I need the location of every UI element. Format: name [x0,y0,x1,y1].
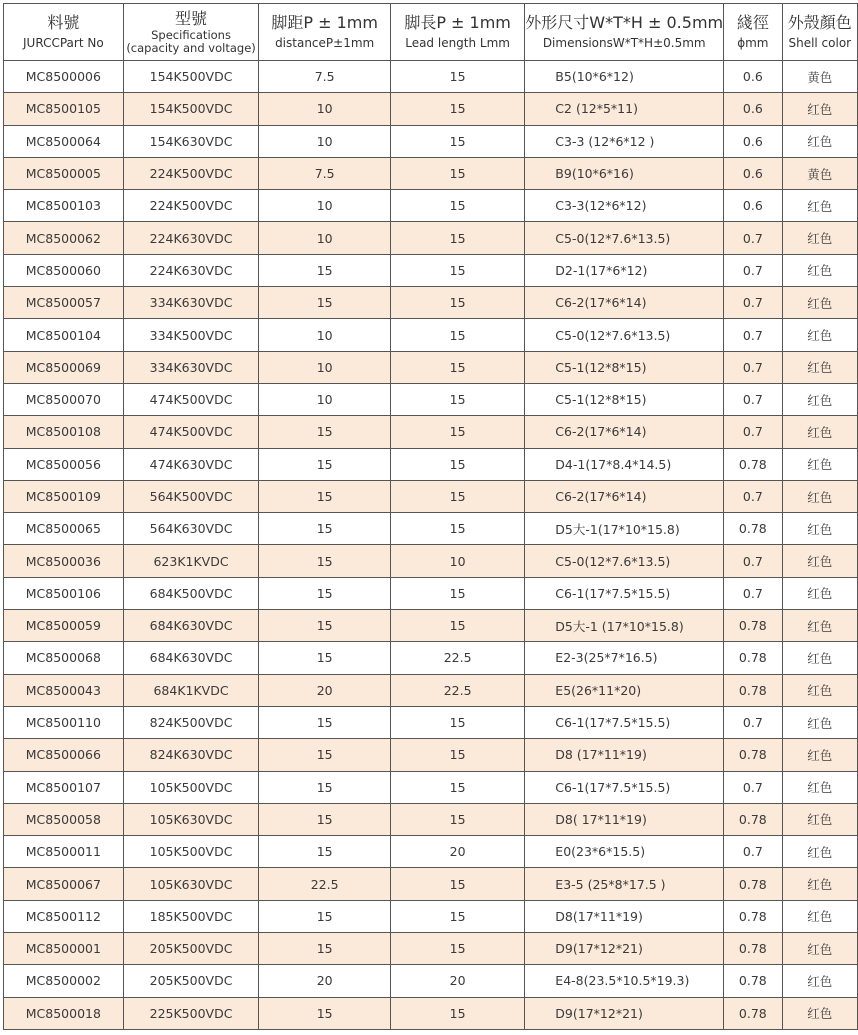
cell-shell-color: 红色 [782,545,857,577]
cell-dimensions: E0(23*6*15.5) [525,836,724,868]
cell-spec: 224K500VDC [123,157,259,189]
header-shell-color [782,4,857,61]
cell-pitch: 15 [259,416,391,448]
cell-lead-length: 15 [390,706,524,738]
cell-spec: 105K500VDC [123,836,259,868]
table-row [4,157,858,189]
cell-wire-diameter: 0.78 [724,900,782,932]
table-row [4,933,858,965]
cell-spec: 623K1KVDC [123,545,259,577]
cell-dimensions: C5-1(12*8*15) [525,351,724,383]
cell-dimensions: C5-0(12*7.6*13.5) [525,222,724,254]
cell-spec: 684K630VDC [123,610,259,642]
table-row [4,287,858,319]
cell-pitch: 15 [259,997,391,1029]
cell-pitch: 10 [259,93,391,125]
table-row [4,545,858,577]
cell-pitch: 15 [259,577,391,609]
cell-lead-length: 20 [390,836,524,868]
cell-shell-color: 红色 [782,900,857,932]
cell-pitch: 15 [259,771,391,803]
table-row [4,319,858,351]
cell-lead-length: 15 [390,416,524,448]
cell-wire-diameter: 0.7 [724,383,782,415]
header-lead-length-en: Lead length Lmm [405,36,510,50]
cell-pitch: 10 [259,319,391,351]
cell-lead-length: 15 [390,610,524,642]
cell-dimensions: B9(10*6*16) [525,157,724,189]
header-lead-length-cn: 脚長P ± 1mm [404,13,511,32]
table-row [4,803,858,835]
cell-pitch: 15 [259,900,391,932]
cell-wire-diameter: 0.78 [724,965,782,997]
table-row [4,351,858,383]
table-row [4,610,858,642]
header-part-no [4,4,124,61]
cell-dimensions: C6-1(17*7.5*15.5) [525,577,724,609]
cell-part-no: MC8500105 [4,93,124,125]
cell-pitch: 20 [259,965,391,997]
cell-dimensions: C5-0(12*7.6*13.5) [525,545,724,577]
cell-wire-diameter: 0.78 [724,448,782,480]
cell-part-no: MC8500112 [4,900,124,932]
cell-lead-length: 15 [390,222,524,254]
cell-wire-diameter: 0.78 [724,642,782,674]
table-row [4,125,858,157]
cell-dimensions: E4-8(23.5*10.5*19.3) [525,965,724,997]
cell-part-no: MC8500108 [4,416,124,448]
cell-spec: 334K630VDC [123,351,259,383]
cell-spec: 474K500VDC [123,383,259,415]
cell-dimensions: C6-1(17*7.5*15.5) [525,771,724,803]
cell-part-no: MC8500070 [4,383,124,415]
header-spec-cn: 型號 [175,9,208,28]
cell-shell-color: 黄色 [782,61,857,93]
cell-dimensions: D2-1(17*6*12) [525,254,724,286]
cell-shell-color: 红色 [782,771,857,803]
cell-dimensions: D9(17*12*21) [525,933,724,965]
cell-part-no: MC8500002 [4,965,124,997]
table-row [4,771,858,803]
cell-wire-diameter: 0.78 [724,739,782,771]
cell-lead-length: 15 [390,125,524,157]
cell-lead-length: 15 [390,61,524,93]
cell-spec: 334K630VDC [123,287,259,319]
cell-pitch: 15 [259,254,391,286]
cell-pitch: 15 [259,448,391,480]
cell-spec: 564K630VDC [123,513,259,545]
cell-lead-length: 15 [390,448,524,480]
cell-shell-color: 黄色 [782,157,857,189]
cell-shell-color: 红色 [782,933,857,965]
cell-shell-color: 红色 [782,803,857,835]
header-part-no-en: JURCCPart No [23,36,104,50]
cell-spec: 105K500VDC [123,771,259,803]
cell-part-no: MC8500036 [4,545,124,577]
cell-pitch: 22.5 [259,868,391,900]
cell-pitch: 15 [259,610,391,642]
cell-lead-length: 22.5 [390,674,524,706]
cell-shell-color: 红色 [782,351,857,383]
cell-spec: 474K500VDC [123,416,259,448]
cell-shell-color: 红色 [782,190,857,222]
cell-spec: 224K630VDC [123,222,259,254]
cell-shell-color: 红色 [782,254,857,286]
header-row [4,4,858,61]
cell-part-no: MC8500065 [4,513,124,545]
cell-dimensions: D5大-1 (17*10*15.8) [525,610,724,642]
cell-lead-length: 15 [390,997,524,1029]
cell-part-no: MC8500062 [4,222,124,254]
cell-shell-color: 红色 [782,513,857,545]
cell-dimensions: C6-2(17*6*14) [525,287,724,319]
cell-pitch: 10 [259,125,391,157]
cell-pitch: 15 [259,287,391,319]
table-row [4,222,858,254]
cell-spec: 224K630VDC [123,254,259,286]
cell-lead-length: 20 [390,965,524,997]
table-row [4,448,858,480]
cell-lead-length: 15 [390,190,524,222]
cell-part-no: MC8500006 [4,61,124,93]
cell-part-no: MC8500066 [4,739,124,771]
cell-spec: 205K500VDC [123,965,259,997]
cell-lead-length: 15 [390,93,524,125]
table-row [4,513,858,545]
cell-part-no: MC8500060 [4,254,124,286]
cell-wire-diameter: 0.7 [724,836,782,868]
cell-dimensions: E3-5 (25*8*17.5 ) [525,868,724,900]
cell-part-no: MC8500011 [4,836,124,868]
cell-spec: 564K500VDC [123,480,259,512]
cell-spec: 224K500VDC [123,190,259,222]
cell-lead-length: 22.5 [390,642,524,674]
cell-lead-length: 15 [390,254,524,286]
cell-dimensions: C6-1(17*7.5*15.5) [525,706,724,738]
header-dimensions [525,4,724,61]
cell-wire-diameter: 0.78 [724,803,782,835]
cell-spec: 154K630VDC [123,125,259,157]
table-row [4,642,858,674]
cell-lead-length: 15 [390,868,524,900]
spec-table-container [3,3,858,1030]
cell-wire-diameter: 0.7 [724,319,782,351]
cell-pitch: 7.5 [259,61,391,93]
cell-shell-color: 红色 [782,706,857,738]
cell-lead-length: 15 [390,803,524,835]
cell-shell-color: 红色 [782,610,857,642]
table-row [4,868,858,900]
cell-part-no: MC8500018 [4,997,124,1029]
table-row [4,383,858,415]
cell-shell-color: 红色 [782,125,857,157]
cell-pitch: 15 [259,513,391,545]
cell-part-no: MC8500056 [4,448,124,480]
table-row [4,190,858,222]
cell-spec: 474K630VDC [123,448,259,480]
cell-dimensions: C5-1(12*8*15) [525,383,724,415]
cell-pitch: 15 [259,642,391,674]
cell-dimensions: C3-3(12*6*12) [525,190,724,222]
cell-dimensions: E2-3(25*7*16.5) [525,642,724,674]
header-part-no-cn: 料號 [47,13,80,32]
capacitor-spec-table [3,3,858,1030]
cell-part-no: MC8500068 [4,642,124,674]
cell-lead-length: 15 [390,933,524,965]
cell-spec: 684K500VDC [123,577,259,609]
header-shell-color-en: Shell color [788,36,852,50]
cell-wire-diameter: 0.7 [724,771,782,803]
cell-lead-length: 15 [390,383,524,415]
cell-part-no: MC8500058 [4,803,124,835]
cell-pitch: 15 [259,933,391,965]
header-spec-en: Specifications [151,28,231,42]
cell-spec: 105K630VDC [123,803,259,835]
cell-shell-color: 红色 [782,577,857,609]
table-row [4,254,858,286]
table-row [4,900,858,932]
cell-dimensions: D5大-1(17*10*15.8) [525,513,724,545]
cell-wire-diameter: 0.7 [724,545,782,577]
cell-spec: 105K630VDC [123,868,259,900]
cell-wire-diameter: 0.7 [724,480,782,512]
cell-wire-diameter: 0.6 [724,93,782,125]
cell-part-no: MC8500043 [4,674,124,706]
cell-wire-diameter: 0.7 [724,416,782,448]
cell-dimensions: C3-3 (12*6*12 ) [525,125,724,157]
cell-dimensions: E5(26*11*20) [525,674,724,706]
cell-shell-color: 红色 [782,416,857,448]
cell-shell-color: 红色 [782,965,857,997]
cell-pitch: 20 [259,674,391,706]
cell-lead-length: 15 [390,577,524,609]
cell-pitch: 10 [259,351,391,383]
cell-shell-color: 红色 [782,997,857,1029]
table-body [4,61,858,1030]
cell-dimensions: C5-0(12*7.6*13.5) [525,319,724,351]
cell-lead-length: 15 [390,157,524,189]
cell-pitch: 15 [259,803,391,835]
cell-shell-color: 红色 [782,836,857,868]
cell-part-no: MC8500064 [4,125,124,157]
cell-shell-color: 红色 [782,383,857,415]
cell-wire-diameter: 0.7 [724,287,782,319]
cell-pitch: 10 [259,190,391,222]
cell-wire-diameter: 0.78 [724,997,782,1029]
cell-dimensions: C2 (12*5*11) [525,93,724,125]
cell-shell-color: 红色 [782,642,857,674]
cell-lead-length: 15 [390,351,524,383]
cell-spec: 154K500VDC [123,61,259,93]
cell-wire-diameter: 0.7 [724,577,782,609]
cell-pitch: 15 [259,545,391,577]
cell-shell-color: 红色 [782,93,857,125]
cell-pitch: 15 [259,706,391,738]
cell-lead-length: 15 [390,771,524,803]
cell-wire-diameter: 0.7 [724,351,782,383]
cell-lead-length: 15 [390,319,524,351]
table-row [4,836,858,868]
cell-wire-diameter: 0.6 [724,190,782,222]
cell-pitch: 15 [259,836,391,868]
cell-lead-length: 15 [390,739,524,771]
cell-wire-diameter: 0.78 [724,674,782,706]
cell-shell-color: 红色 [782,674,857,706]
cell-dimensions: D8( 17*11*19) [525,803,724,835]
cell-pitch: 15 [259,739,391,771]
cell-shell-color: 红色 [782,319,857,351]
cell-spec: 185K500VDC [123,900,259,932]
header-dimensions-en: DimensionsW*T*H±0.5mm [542,36,706,50]
header-pitch-cn: 脚距P ± 1mm [271,13,378,32]
cell-wire-diameter: 0.7 [724,706,782,738]
table-row [4,997,858,1029]
cell-wire-diameter: 0.78 [724,610,782,642]
header-shell-color-cn: 外殼顏色 [787,13,852,32]
cell-shell-color: 红色 [782,480,857,512]
cell-pitch: 7.5 [259,157,391,189]
cell-lead-length: 15 [390,480,524,512]
cell-shell-color: 红色 [782,448,857,480]
cell-wire-diameter: 0.78 [724,868,782,900]
header-wire-diameter-cn: 綫徑 [736,13,769,32]
cell-part-no: MC8500103 [4,190,124,222]
cell-dimensions: D9(17*12*21) [525,997,724,1029]
table-row [4,480,858,512]
cell-lead-length: 15 [390,287,524,319]
cell-dimensions: D4-1(17*8.4*14.5) [525,448,724,480]
cell-wire-diameter: 0.6 [724,61,782,93]
header-pitch [259,4,391,61]
cell-dimensions: C6-2(17*6*14) [525,416,724,448]
header-pitch-en: distanceP±1mm [275,36,375,50]
table-row [4,706,858,738]
cell-wire-diameter: 0.78 [724,933,782,965]
table-row [4,577,858,609]
cell-wire-diameter: 0.78 [724,513,782,545]
cell-wire-diameter: 0.6 [724,157,782,189]
cell-dimensions: D8 (17*11*19) [525,739,724,771]
cell-part-no: MC8500107 [4,771,124,803]
header-wire-diameter [724,4,782,61]
cell-part-no: MC8500110 [4,706,124,738]
table-row [4,93,858,125]
cell-pitch: 10 [259,383,391,415]
cell-part-no: MC8500109 [4,480,124,512]
cell-dimensions: D8(17*11*19) [525,900,724,932]
cell-shell-color: 红色 [782,868,857,900]
cell-lead-length: 15 [390,513,524,545]
header-dimensions-cn: 外形尺寸W*T*H ± 0.5mm [525,13,724,32]
cell-part-no: MC8500057 [4,287,124,319]
cell-spec: 225K500VDC [123,997,259,1029]
cell-spec: 824K630VDC [123,739,259,771]
cell-shell-color: 红色 [782,739,857,771]
cell-lead-length: 10 [390,545,524,577]
cell-part-no: MC8500005 [4,157,124,189]
cell-part-no: MC8500001 [4,933,124,965]
cell-dimensions: C6-2(17*6*14) [525,480,724,512]
cell-spec: 684K1KVDC [123,674,259,706]
table-row [4,416,858,448]
cell-wire-diameter: 0.7 [724,254,782,286]
header-spec [123,4,259,61]
table-row [4,674,858,706]
header-lead-length [390,4,524,61]
cell-part-no: MC8500067 [4,868,124,900]
cell-dimensions: B5(10*6*12) [525,61,724,93]
cell-wire-diameter: 0.6 [724,125,782,157]
table-row [4,61,858,93]
cell-part-no: MC8500106 [4,577,124,609]
cell-shell-color: 红色 [782,287,857,319]
cell-spec: 205K500VDC [123,933,259,965]
cell-part-no: MC8500069 [4,351,124,383]
table-row [4,739,858,771]
cell-part-no: MC8500104 [4,319,124,351]
header-wire-diameter-en: ϕmm [737,36,769,50]
cell-lead-length: 15 [390,900,524,932]
cell-spec: 334K500VDC [123,319,259,351]
cell-spec: 684K630VDC [123,642,259,674]
cell-wire-diameter: 0.7 [724,222,782,254]
header-spec-en-2: (capacity and voltage) [126,41,256,55]
cell-pitch: 15 [259,480,391,512]
cell-spec: 154K500VDC [123,93,259,125]
cell-spec: 824K500VDC [123,706,259,738]
cell-pitch: 10 [259,222,391,254]
cell-part-no: MC8500059 [4,610,124,642]
cell-shell-color: 红色 [782,222,857,254]
table-row [4,965,858,997]
